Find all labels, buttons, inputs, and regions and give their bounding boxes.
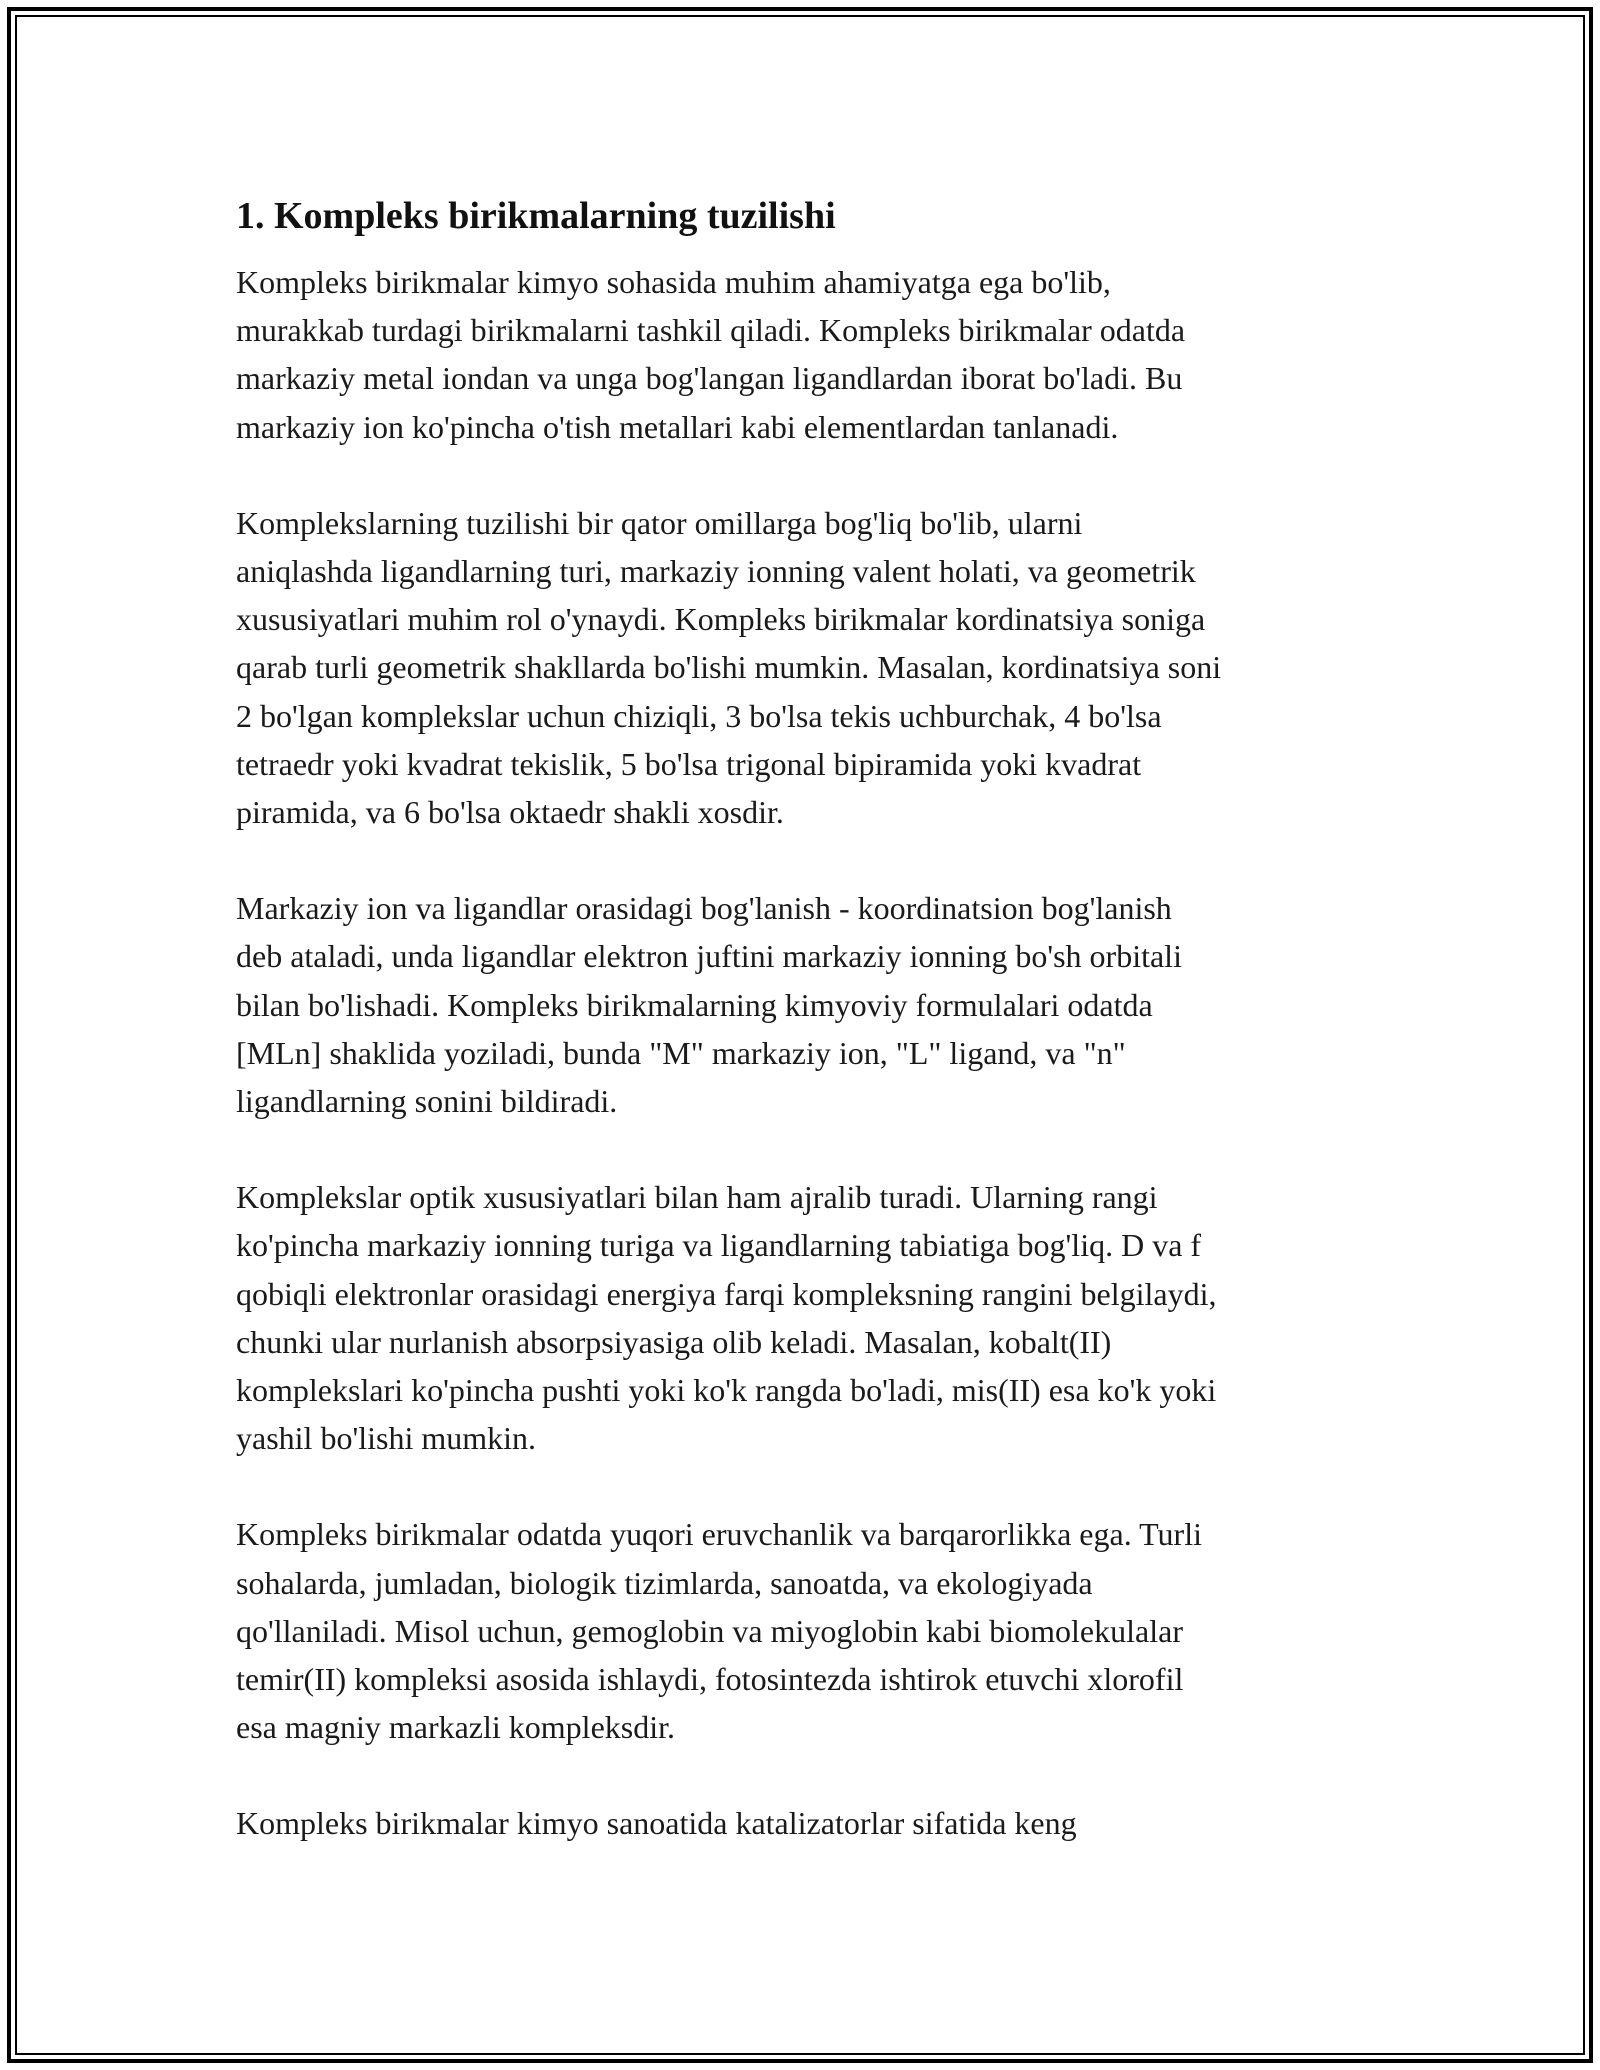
text-line: xususiyatlari muhim rol o'ynaydi. Kompleks birikmalar kordinatsiya soniga <box>236 601 1206 638</box>
text-line: komplekslari ko'pincha pushti yoki ko'k rangda bo'ladi, mis(II) esa ko'k yoki <box>236 1372 1217 1409</box>
text-line: aniqlashda ligandlarning turi, markaziy ionning valent holati, va geometrik <box>236 553 1196 590</box>
text-line: qarab turli geometrik shakllarda bo'lishi mumkin. Masalan, kordinatsiya soni <box>236 649 1222 686</box>
paragraph-6 <box>236 1799 1386 1847</box>
text-line: sohalarda, jumladan, biologik tizimlarda, sanoatda, va ekologiyada <box>236 1564 1093 1601</box>
text-line: deb ataladi, unda ligandlar elektron juftini markaziy ionning bo'sh orbitali <box>236 938 1182 975</box>
text-line: esa magniy markazli kompleksdir. <box>236 1709 675 1746</box>
paragraph-1 <box>236 258 1386 451</box>
text-line: Komplekslar optik xususiyatlari bilan ham ajralib turadi. Ularning rangi <box>236 1179 1158 1216</box>
text-line: Komplekslarning tuzilishi bir qator omillarga bog'liq bo'lib, ularni <box>236 504 1083 541</box>
paragraph-3 <box>236 884 1386 1125</box>
text-line: piramida, va 6 bo'lsa oktaedr shakli xosdir. <box>236 794 784 831</box>
text-line: Kompleks birikmalar kimyo sanoatida katalizatorlar sifatida keng <box>236 1805 1077 1842</box>
text-line: markaziy ion ko'pincha o'tish metallari kabi elementlardan tanlanadi. <box>236 408 1119 445</box>
text-line: bilan bo'lishadi. Kompleks birikmalarning kimyoviy formulalari odatda <box>236 986 1153 1023</box>
text-line: Kompleks birikmalar kimyo sohasida muhim ahamiyatga ega bo'lib, <box>236 264 1111 300</box>
text-line: tetraedr yoki kvadrat tekislik, 5 bo'lsa trigonal bipiramida yoki kvadrat <box>236 745 1142 782</box>
text-line: murakkab turdagi birikmalarni tashkil qiladi. Kompleks birikmalar odatda <box>236 312 1186 349</box>
text-line: ligandlarning sonini bildiradi. <box>236 1083 618 1120</box>
text-line: Kompleks birikmalar odatda yuqori eruvchanlik va barqarorlikka ega. Turli <box>236 1516 1202 1553</box>
text-line: temir(II) kompleksi asosida ishlaydi, fotosintezda ishtirok etuvchi xlorofil <box>236 1661 1184 1698</box>
text-line: yashil bo'lishi mumkin. <box>236 1420 536 1457</box>
paragraph-2 <box>236 499 1386 836</box>
paragraph-5 <box>236 1510 1386 1751</box>
paragraph-4 <box>236 1173 1386 1462</box>
text-line: [MLn] shaklida yoziladi, bunda "M" markaziy ion, "L" ligand, va "n" <box>236 1034 1126 1071</box>
text-line: ko'pincha markaziy ionning turiga va ligandlarning tabiatiga bog'liq. D va f <box>236 1227 1202 1264</box>
text-line: 2 bo'lgan komplekslar uchun chiziqli, 3 bo'lsa tekis uchburchak, 4 bo'lsa <box>236 697 1162 734</box>
text-line: qobiqli elektronlar orasidagi energiya farqi kompleksning rangini belgilaydi, <box>236 1275 1217 1312</box>
section-heading: 1. Kompleks birikmalarning tuzilishi <box>236 195 836 237</box>
text-line: Markaziy ion va ligandlar orasidagi bog'lanish - koordinatsion bog'lanish <box>236 890 1172 927</box>
text-line: markaziy metal iondan va unga bog'langan ligandlardan iborat bo'ladi. Bu <box>236 360 1183 397</box>
text-line: chunki ular nurlanish absorpsiyasiga olib keladi. Masalan, kobalt(II) <box>236 1323 1112 1360</box>
text-line: qo'llaniladi. Misol uchun, gemoglobin va miyoglobin kabi biomolekulalar <box>236 1612 1183 1649</box>
document-body <box>236 186 1386 1896</box>
